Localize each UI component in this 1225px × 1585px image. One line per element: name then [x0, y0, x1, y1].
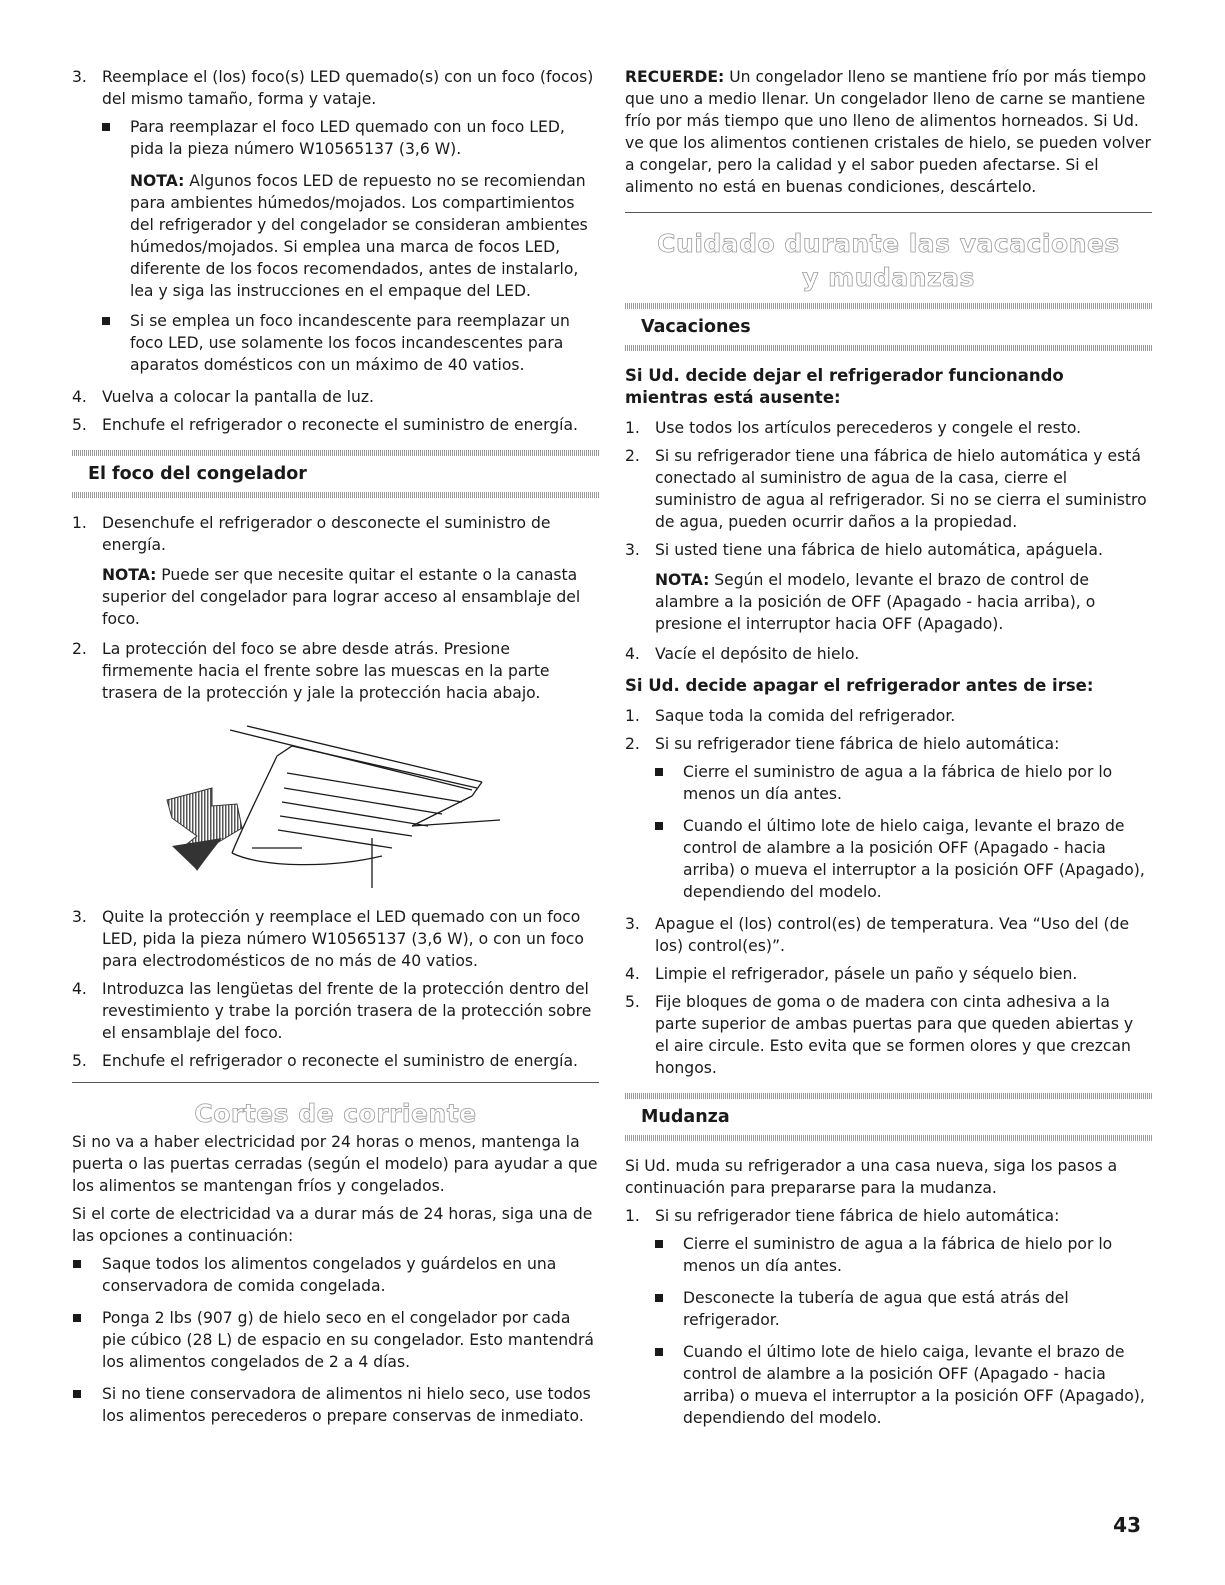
bullet-item: Saque todos los alimentos congelados y guárdelos en una conservadora de comida congelada. — [72, 1253, 599, 1297]
list-item: 3. Apague el (los) control(es) de temperatura. Vea “Uso del (de los) control(es)”. — [625, 915, 1130, 955]
moving-heading: Mudanza — [625, 1093, 1152, 1141]
bullet-item: Si no tiene conservadora de alimentos ni hielo seco, use todos los alimentos perecederos o prepare conservas de inmediato. — [72, 1383, 599, 1427]
list-item: 2. Si su refrigerador tiene fábrica de hielo automática: — [625, 735, 1060, 753]
bullet-item: Cierre el suministro de agua a la fábrica de hielo por lo menos un día antes. — [625, 761, 1152, 805]
right-column — [625, 66, 1152, 1439]
bullet-item: Si se emplea un foco incandescente para reemplazar un foco LED, use solamente los focos incandescentes para aparatos domésticos con un máximo de 40 vatios. — [72, 310, 599, 376]
list-item: 1. Desenchufe el refrigerador o desconecte el suministro de energía. — [72, 514, 551, 554]
list-item: 5. Enchufe el refrigerador o reconecte el suministro de energía. — [72, 416, 578, 434]
list-item: 4. Vuelva a colocar la pantalla de luz. — [72, 388, 374, 406]
paragraph: Si no va a haber electricidad por 24 horas o menos, mantenga la puerta o las puertas cerradas (según el modelo) para ayudar a que los alimentos se mantengan fríos y congelados. — [72, 1133, 598, 1195]
power-outage-heading: Cortes de corriente — [72, 1082, 599, 1131]
list-item: 5. Enchufe el refrigerador o reconecte el suministro de energía. — [72, 1052, 578, 1070]
vacations-heading: Vacaciones — [625, 303, 1152, 351]
note: NOTA: Algunos focos LED de repuesto no se recomiendan para ambientes húmedos/mojados. Los compartimientos del refrigerador y del congelador se consideran ambientes húmedos/mojados. Si emplea una marca de focos LED, diferente de los focos recomendados, antes de instalarlo, lea y siga las instrucciones en el empaque del LED. — [130, 172, 588, 300]
note: NOTA: Puede ser que necesite quitar el estante o la canasta superior del congelador para lograr acceso al ensamblaje del foco. — [102, 566, 581, 628]
bullet-item: Para reemplazar el foco LED quemado con un foco LED, pida la pieza número W10565137 (3,6 W). — [72, 116, 599, 160]
question-heading: Si Ud. decide apagar el refrigerador antes de irse: — [625, 676, 1094, 695]
light-shield-illustration — [72, 718, 599, 888]
list-item: 3. Quite la protección y reemplace el LED quemado con un foco LED, pida la pieza número W10565137 (3,6 W), o con un foco para electrodomésticos de no más de 40 vatios. — [72, 908, 584, 970]
freezer-light-heading: El foco del congelador — [72, 450, 599, 498]
remember-paragraph: RECUERDE: Un congelador lleno se mantiene frío por más tiempo que uno a medio llenar. Un congelador lleno de carne se mantiene frío por más tiempo que uno lleno de alimentos horneados. Si Ud. ve que los alimentos contienen cristales de hielo, se pueden volver a congelar, pero la calidad y el sabor pueden afectarse. Si el alimento no está en buenas condiciones, descártelo. — [625, 68, 1151, 196]
list-item: 1. Saque toda la comida del refrigerador. — [625, 707, 956, 725]
list-item: 3. Reemplace el (los) foco(s) LED quemado(s) con un foco (focos) del mismo tamaño, forma y vataje. — [72, 68, 594, 108]
list-item: 1. Use todos los artículos perecederos y congele el resto. — [625, 419, 1082, 437]
paragraph: Si el corte de electricidad va a durar más de 24 horas, siga una de las opciones a continuación: — [72, 1205, 593, 1245]
bullet-item: Desconecte la tubería de agua que está atrás del refrigerador. — [625, 1287, 1152, 1331]
list-item: 2. La protección del foco se abre desde atrás. Presione firmemente hacia el frente sobre las muescas en la parte trasera de la protección y jale la protección hacia abajo. — [72, 640, 550, 702]
list-item: 5. Fije bloques de goma o de madera con cinta adhesiva a la parte superior de ambas puertas para que queden abiertas y el aire circule. Esto evita que se formen olores y que crezcan hongos. — [625, 993, 1134, 1077]
list-item: 1. Si su refrigerador tiene fábrica de hielo automática: — [625, 1207, 1060, 1225]
paragraph: Si Ud. muda su refrigerador a una casa nueva, siga los pasos a continuación para prepararse para la mudanza. — [625, 1157, 1118, 1197]
bullet-item: Cuando el último lote de hielo caiga, levante el brazo de control de alambre a la posición OFF (Apagado - hacia arriba) o mueva el interruptor a la posición OFF (Apagado), dependiendo del modelo. — [625, 815, 1152, 903]
left-column — [72, 66, 599, 1437]
list-item: 4. Limpie el refrigerador, pásele un paño y séquelo bien. — [625, 965, 1078, 983]
list-item: 4. Vacíe el depósito de hielo. — [625, 645, 860, 663]
list-item: 2. Si su refrigerador tiene una fábrica de hielo automática y está conectado al suministro de agua de la casa, cierre el suministro de agua al refrigerador. Si no se cierra el suministro de agua, pueden ocurrir daños a la propiedad. — [625, 447, 1147, 531]
list-item: 3. Si usted tiene una fábrica de hielo automática, apáguela. — [625, 541, 1103, 559]
page-number: 43 — [1113, 1513, 1141, 1537]
note: NOTA: Según el modelo, levante el brazo de control de alambre a la posición de OFF (Apagado - hacia arriba), o presione el interruptor hacia OFF (Apagado). — [655, 571, 1096, 633]
bullet-item: Ponga 2 lbs (907 g) de hielo seco en el congelador por cada pie cúbico (28 L) de espacio en su congelador. Esto mantendrá los alimentos congelados de 2 a 4 días. — [72, 1307, 599, 1373]
bullet-item: Cierre el suministro de agua a la fábrica de hielo por lo menos un día antes. — [625, 1233, 1152, 1277]
list-item: 4. Introduzca las lengüetas del frente de la protección dentro del revestimiento y trabe la porción trasera de la protección sobre el ensamblaje del foco. — [72, 980, 592, 1042]
bullet-item: Cuando el último lote de hielo caiga, levante el brazo de control de alambre a la posición OFF (Apagado - hacia arriba) o mueva el interruptor a la posición OFF (Apagado), dependiendo del modelo. — [625, 1341, 1152, 1429]
question-heading: Si Ud. decide dejar el refrigerador funcionando mientras está ausente: — [625, 366, 1064, 407]
vacation-moving-heading: Cuidado durante las vacaciones y mudanzas — [625, 212, 1152, 295]
